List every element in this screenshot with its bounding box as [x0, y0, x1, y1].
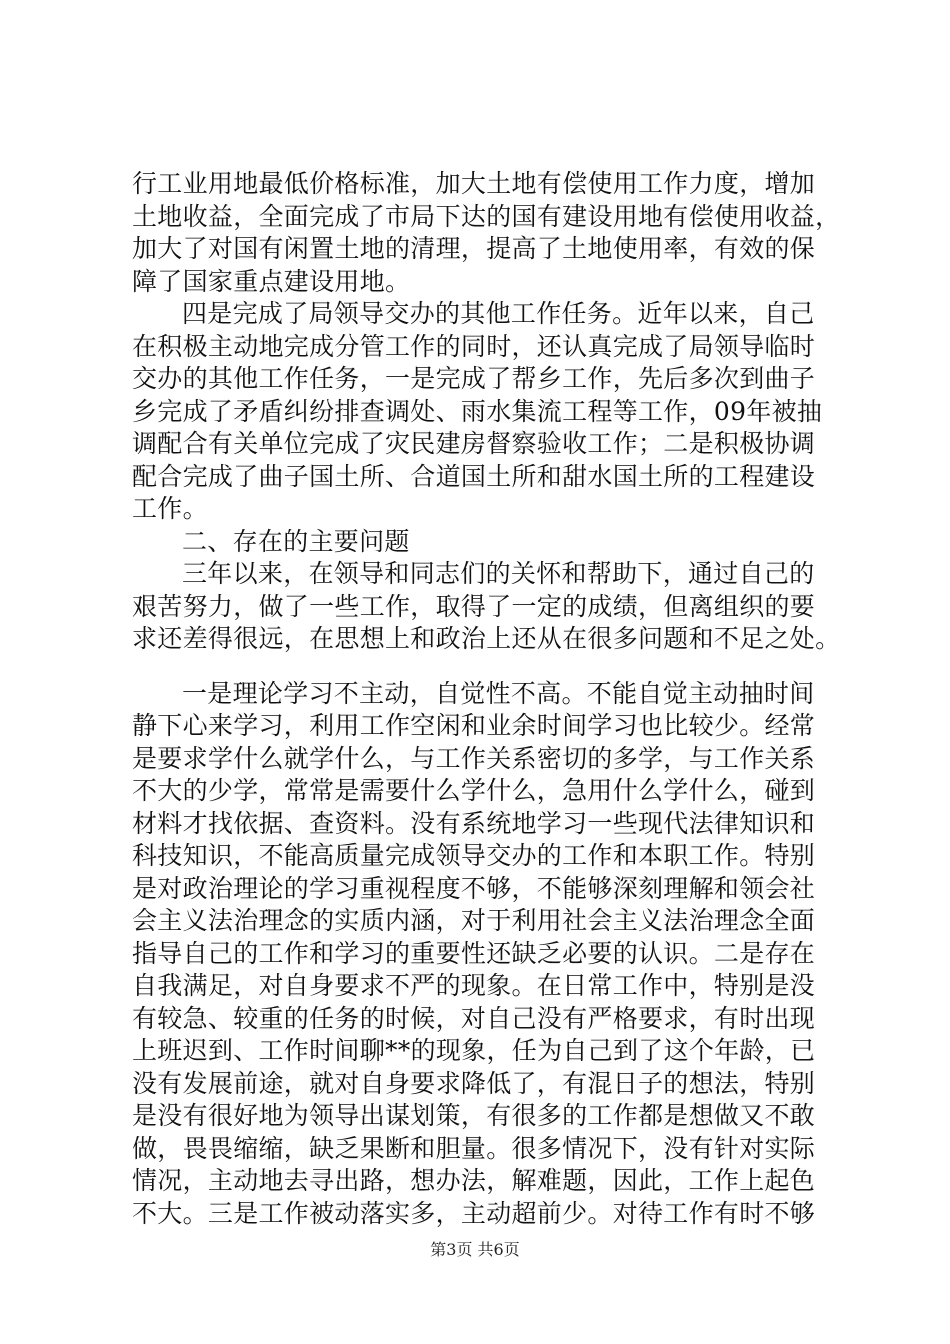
text-line: 艰苦努力，做了一些工作，取得了一定的成绩，但离组织的要: [132, 591, 816, 621]
text-line: 工作。: [132, 494, 208, 523]
text-line: 材料才找依据、查资料。没有系统地学习一些现代法律知识和: [132, 808, 816, 838]
section-heading: 二、存在的主要问题: [182, 526, 410, 556]
text-line: 是要求学什么就学什么，与工作关系密切的多学，与工作关系: [132, 743, 816, 773]
document-body: [132, 168, 841, 1230]
text-line: 行工业用地最低价格标准，加大土地有偿使用工作力度，增加: [132, 169, 816, 198]
text-line: 调配合有关单位完成了灾民建房督察验收工作；二是积极协调: [132, 429, 816, 458]
text-line: 是没有很好地为领导出谋划策，有很多的工作都是想做又不敢: [132, 1101, 816, 1130]
text-line: 加大了对国有闲置土地的清理，提高了土地使用率，有效的保: [132, 234, 816, 263]
page-footer: 第3页 共6页: [430, 1240, 520, 1259]
text-line: 情况，主动地去寻出路，想办法，解难题，因此，工作上起色: [132, 1166, 816, 1195]
paragraph-start: 三年以来，在领导和同志们的关怀和帮助下，通过自己的: [182, 559, 815, 588]
text-line: 交办的其他工作任务，一是完成了帮乡工作，先后多次到曲子: [132, 364, 816, 393]
paragraph-start: 四是完成了局领导交办的其他工作任务。近年以来，自己: [182, 299, 815, 328]
text-line: 求还差得很远，在思想上和政治上还从在很多问题和不足之处。: [132, 624, 841, 653]
text-line: 是对政治理论的学习重视程度不够，不能够深刻理解和领会社: [132, 873, 816, 903]
text-line: 上班迟到、工作时间聊**的现象，任为自己到了这个年龄，已: [132, 1036, 816, 1065]
paragraph-gap: [132, 656, 832, 678]
text-line: 不大。三是工作被动落实多，主动超前少。对待工作有时不够: [132, 1198, 816, 1228]
text-line: 配合完成了曲子国土所、合道国土所和甜水国土所的工程建设: [132, 461, 816, 491]
text-line: 科技知识，不能高质量完成领导交办的工作和本职工作。特别: [132, 841, 816, 870]
text-line: 做，畏畏缩缩，缺乏果断和胆量。很多情况下，没有针对实际: [132, 1133, 816, 1163]
text-line: 有较急、较重的任务的时候，对自己没有严格要求，有时出现: [132, 1003, 816, 1033]
text-line: 在积极主动地完成分管工作的同时，还认真完成了局领导临时: [132, 331, 816, 361]
text-line: 乡完成了矛盾纠纷排查调处、雨水集流工程等工作，09年被抽: [132, 396, 823, 426]
text-line: 会主义法治理念的实质内涵，对于利用社会主义法治理念全面: [132, 906, 816, 935]
text-line: 静下心来学习，利用工作空闲和业余时间学习也比较少。经常: [132, 711, 816, 740]
paragraph-start: 一是理论学习不主动，自觉性不高。不能自觉主动抽时间: [182, 678, 815, 708]
text-line: 自我满足，对自身要求不严的现象。在日常工作中，特别是没: [132, 971, 816, 1000]
text-line: 土地收益，全面完成了市局下达的国有建设用地有偿使用收益，: [132, 201, 841, 231]
text-line: 没有发展前途，就对自身要求降低了，有混日子的想法，特别: [132, 1068, 816, 1098]
text-line: 不大的少学，常常是需要什么学什么，急用什么学什么，碰到: [132, 776, 816, 805]
text-line: 障了国家重点建设用地。: [132, 266, 411, 296]
text-line: 指导自己的工作和学习的重要性还缺乏必要的认识。二是存在: [132, 938, 816, 968]
